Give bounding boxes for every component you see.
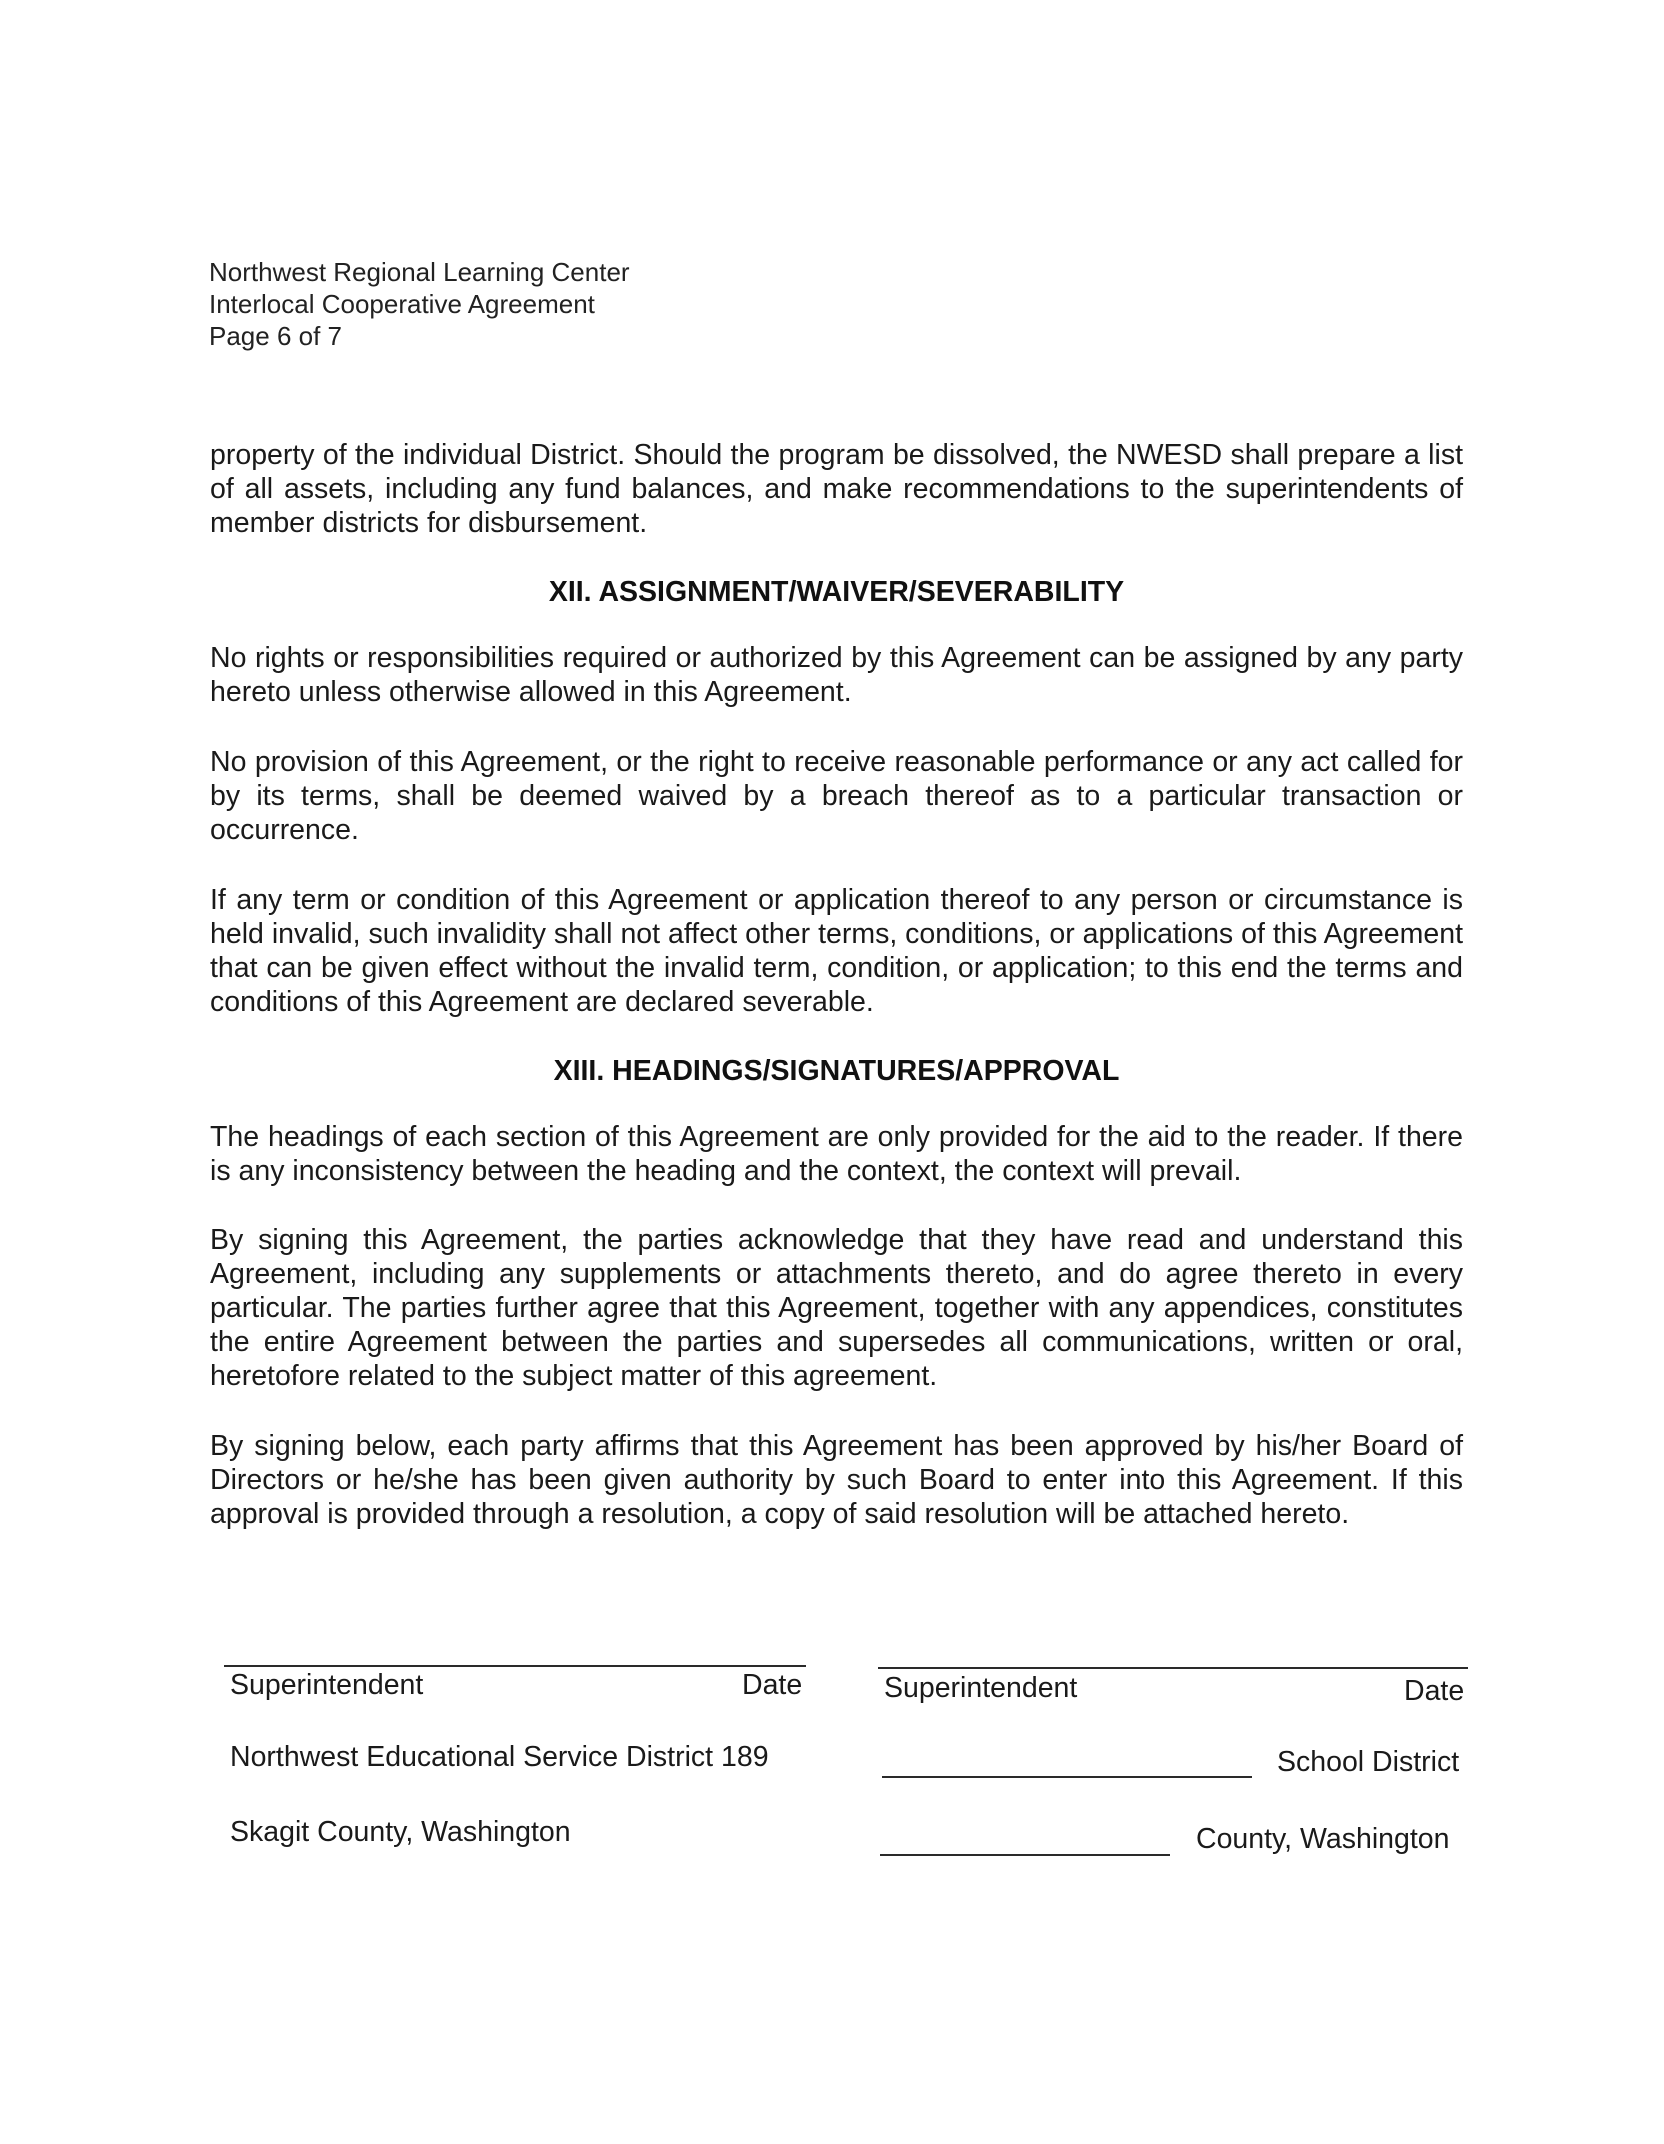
school-district-blank	[882, 1776, 1252, 1778]
right-signature-line	[878, 1667, 1468, 1669]
left-superintendent-label: Superintendent	[230, 1669, 424, 1701]
county-blank	[880, 1854, 1170, 1856]
page-number: Page 6 of 7	[209, 321, 342, 351]
paragraph-approval: By signing below, each party affirms that this Agreement has been approved by his/her Board of Directors or he/she has been given authority by such Board to enter into this Agreement. If this approval is provided through a resolution, a copy of said resolution will be attached hereto.	[210, 1430, 1463, 1530]
header-title: Northwest Regional Learning Center	[209, 257, 630, 287]
paragraph-property: property of the individual District. Should the program be dissolved, the NWESD shall prepare a list of all assets, including any fund balances, and make recommendations to the superintendents of member districts for disbursement.	[210, 439, 1463, 539]
section-heading-xii: XII. ASSIGNMENT/WAIVER/SEVERABILITY	[548, 576, 1125, 608]
paragraph-assignment: No rights or responsibilities required or authorized by this Agreement can be assigned by any party hereto unless otherwise allowed in this Agreement.	[210, 642, 1463, 708]
paragraph-acknowledgement: By signing this Agreement, the parties acknowledge that they have read and understand this Agreement, including any supplements or attachments thereto, and do agree thereto in every particular. The parties further agree that this Agreement, together with any appendices, constitutes the entire Agreement between the parties and supersedes all communications, written or oral, heretofore related to the subject matter of this agreement.	[210, 1224, 1463, 1392]
paragraph-severability: If any term or condition of this Agreement or application thereof to any person or circumstance is held invalid, such invalidity shall not affect other terms, conditions, or applications of this Agreement that can be given effect without the invalid term, condition, or application; to this end the terms and conditions of this Agreement are declared severable.	[210, 884, 1463, 1018]
right-organization: School District	[1277, 1746, 1460, 1778]
left-location: Skagit County, Washington	[230, 1816, 571, 1848]
left-signature-line	[224, 1665, 806, 1667]
right-superintendent-label: Superintendent	[884, 1672, 1078, 1704]
left-organization: Northwest Educational Service District 189	[230, 1741, 769, 1773]
header-subtitle: Interlocal Cooperative Agreement	[209, 289, 595, 319]
left-date-label: Date	[742, 1669, 803, 1701]
right-location: County, Washington	[1196, 1823, 1450, 1855]
section-heading-xiii: XIII. HEADINGS/SIGNATURES/APPROVAL	[553, 1055, 1120, 1087]
right-date-label: Date	[1404, 1675, 1465, 1707]
paragraph-headings: The headings of each section of this Agreement are only provided for the aid to the reader. If there is any inconsistency between the heading and the context, the context will prevail.	[210, 1121, 1463, 1187]
paragraph-waiver: No provision of this Agreement, or the right to receive reasonable performance or any act called for by its terms, shall be deemed waived by a breach thereof as to a particular transaction or occurrence.	[210, 746, 1463, 846]
page-header	[209, 256, 630, 352]
